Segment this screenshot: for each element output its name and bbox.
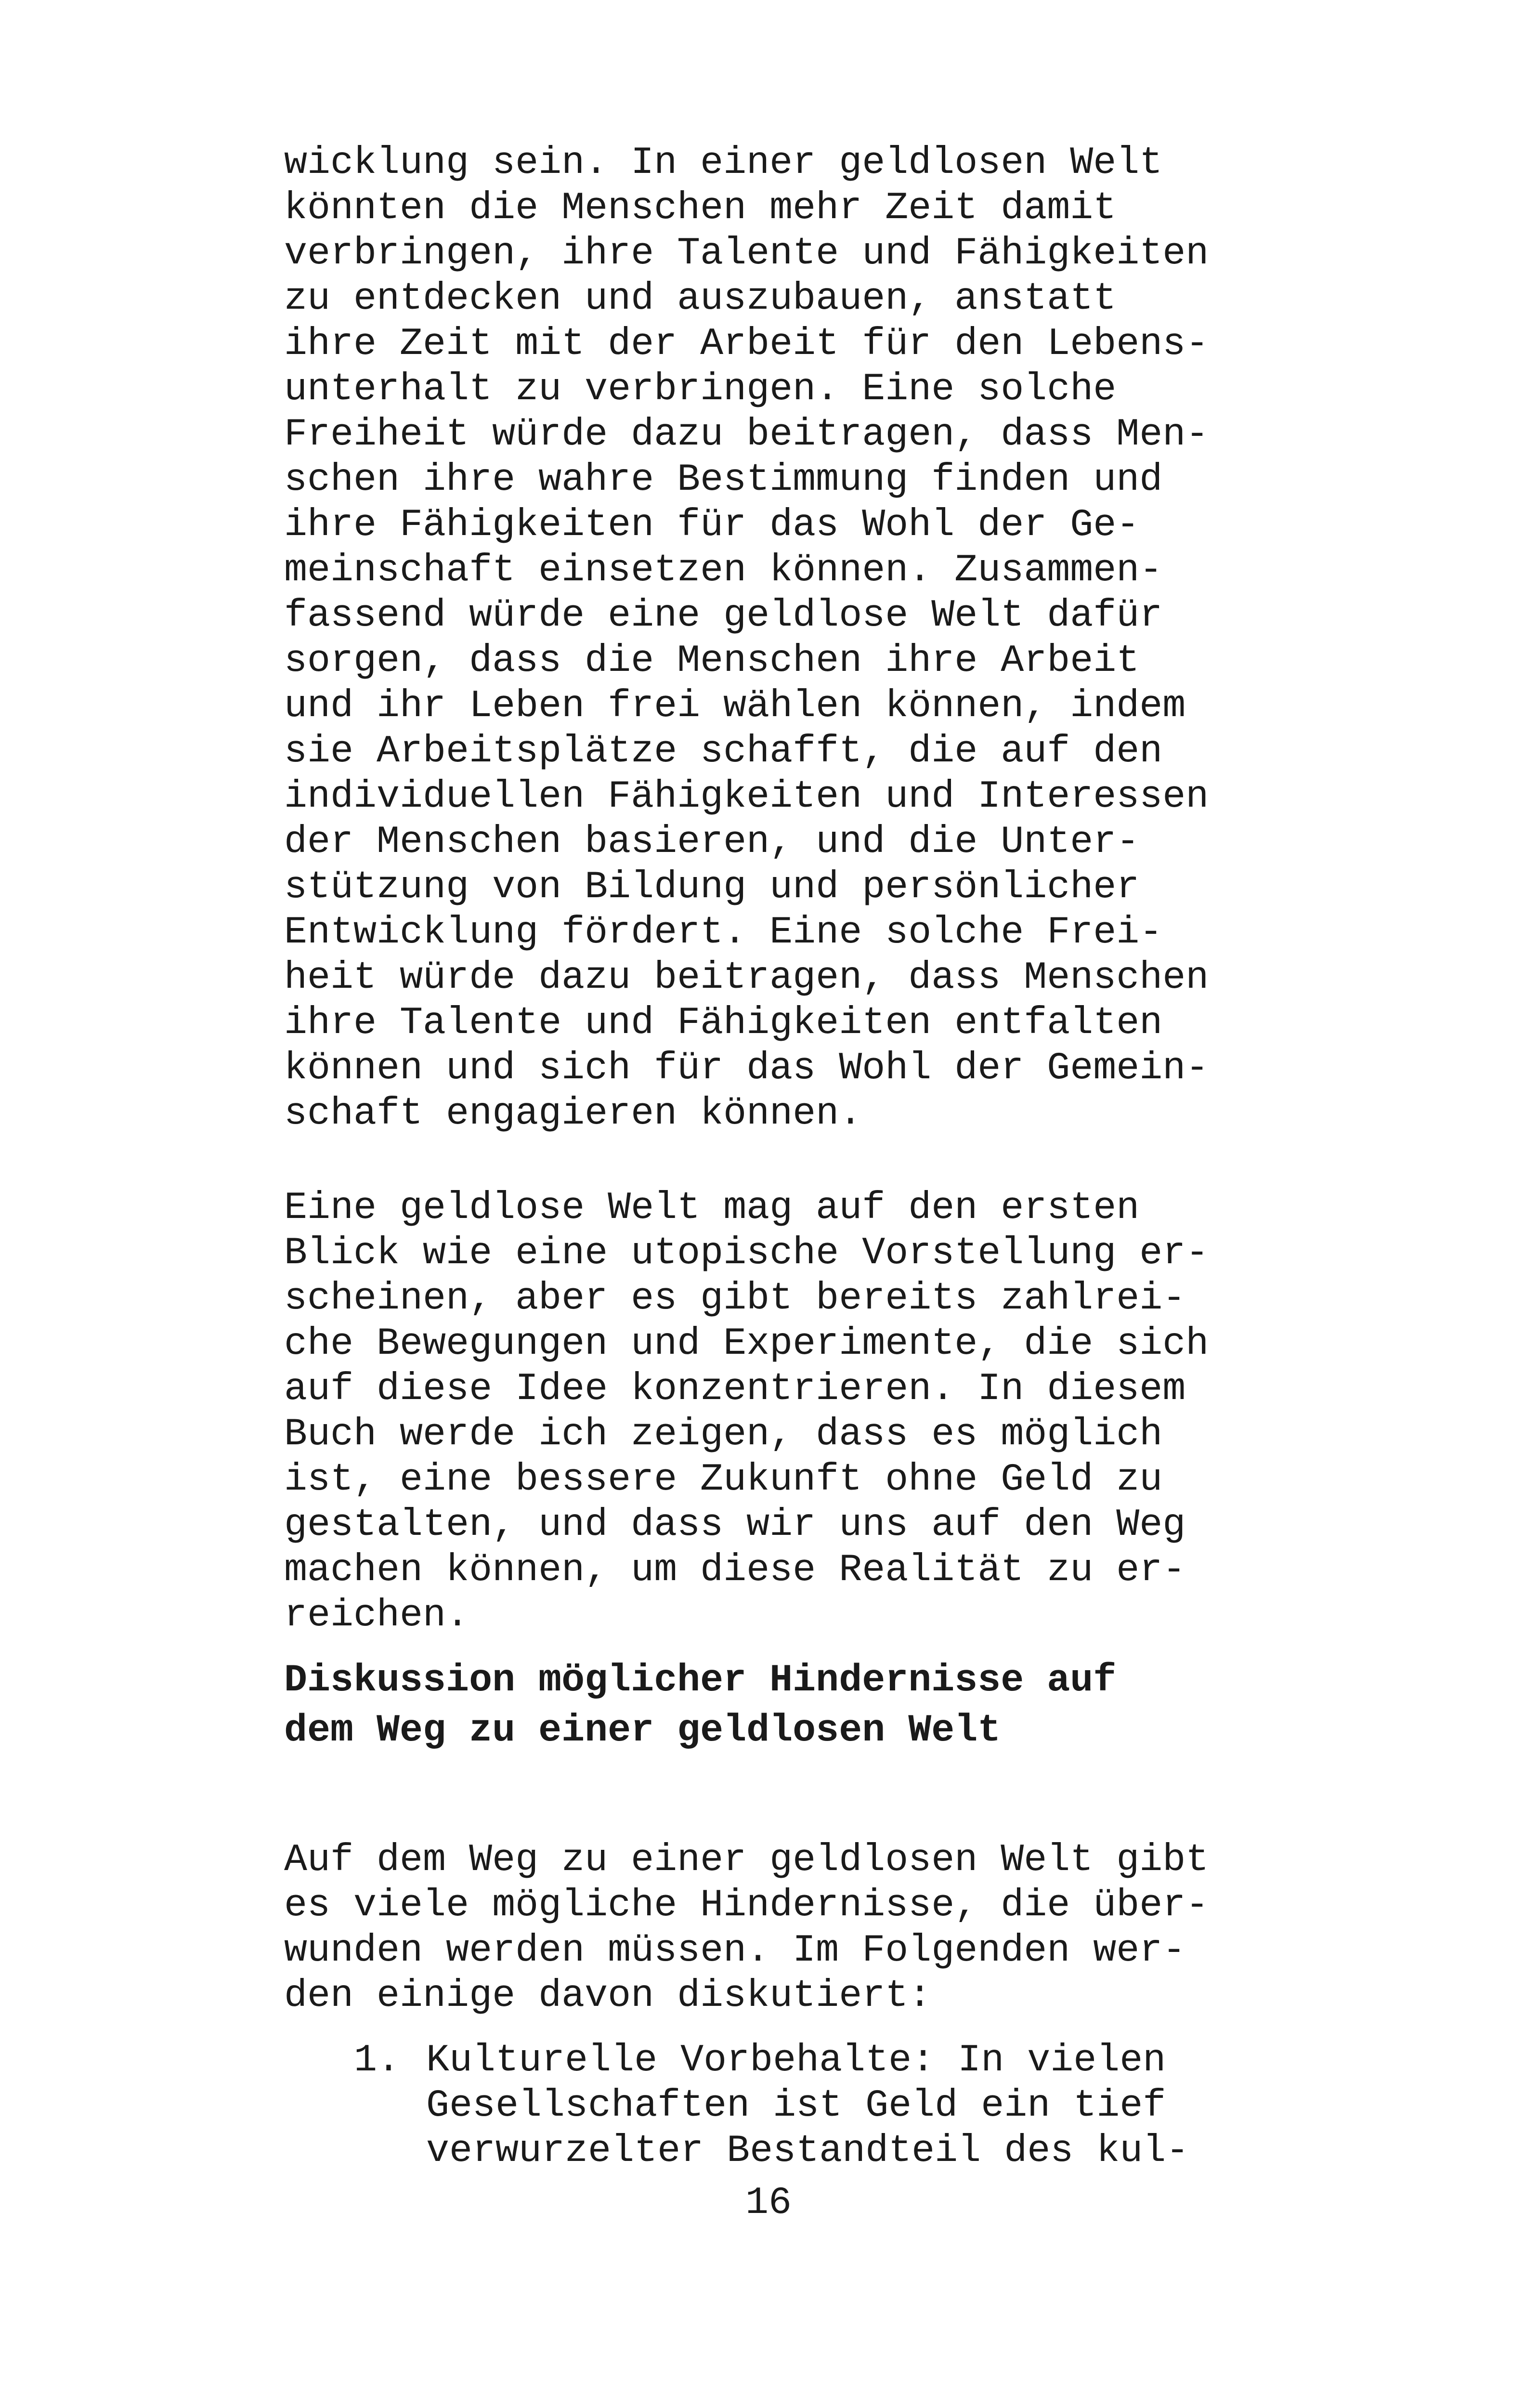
text-line: können und sich für das Wohl der Gemein- — [284, 1047, 1209, 1090]
text-line: individuellen Fähigkeiten und Interessen — [284, 775, 1209, 819]
text-line: sorgen, dass die Menschen ihre Arbeit — [284, 639, 1140, 683]
list-item-body — [426, 2038, 1189, 2174]
text-line: meinschaft einsetzen können. Zusammen- — [284, 549, 1163, 592]
text-line: unterhalt zu verbringen. Eine solche — [284, 367, 1117, 411]
text-line: sie Arbeitsplätze schafft, die auf den — [284, 730, 1163, 773]
text-line: Gesellschaften ist Geld ein tief — [426, 2084, 1166, 2128]
paragraph-1 — [284, 141, 1286, 1137]
section-heading — [284, 1656, 1295, 1756]
text-line: reichen. — [284, 1594, 469, 1637]
text-line: che Bewegungen und Experimente, die sich — [284, 1322, 1209, 1366]
text-line: scheinen, aber es gibt bereits zahlrei- — [284, 1277, 1186, 1321]
text-line: stützung von Bildung und persönlicher — [284, 865, 1140, 909]
text-line: schen ihre wahre Bestimmung finden und — [284, 458, 1163, 502]
text-line: Entwicklung fördert. Eine solche Frei- — [284, 911, 1163, 955]
text-line: ihre Fähigkeiten für das Wohl der Ge- — [284, 503, 1140, 547]
text-line: Eine geldlose Welt mag auf den ersten — [284, 1186, 1140, 1230]
text-line: machen können, um diese Realität zu er- — [284, 1548, 1186, 1592]
text-line: gestalten, und dass wir uns auf den Weg — [284, 1503, 1186, 1547]
paragraph-3 — [284, 1838, 1286, 2019]
text-line: könnten die Menschen mehr Zeit damit — [284, 186, 1117, 230]
list-item-marker: 1. — [354, 2039, 401, 2082]
text-line: auf diese Idee konzentrieren. In diesem — [284, 1367, 1186, 1411]
text-line: heit würde dazu beitragen, dass Menschen — [284, 956, 1209, 1000]
text-line: verbringen, ihre Talente und Fähigkeiten — [284, 232, 1209, 275]
text-line: wicklung sein. In einer geldlosen Welt — [284, 141, 1163, 185]
text-line: verwurzelter Bestandteil des kul- — [426, 2129, 1189, 2173]
text-line: Auf dem Weg zu einer geldlosen Welt gibt — [284, 1838, 1209, 1882]
heading-line: dem Weg zu einer geldlosen Welt — [284, 1709, 1001, 1753]
text-line: der Menschen basieren, und die Unter- — [284, 820, 1140, 864]
text-line: Blick wie eine utopische Vorstellung er- — [284, 1231, 1209, 1275]
text-line: schaft engagieren können. — [284, 1092, 862, 1136]
text-line: und ihr Leben frei wählen können, indem — [284, 684, 1186, 728]
page-number: 16 — [745, 2181, 792, 2225]
text-line: Kulturelle Vorbehalte: In vielen — [426, 2039, 1166, 2082]
text-line: Freiheit würde dazu beitragen, dass Men- — [284, 413, 1209, 457]
text-line: ist, eine bessere Zukunft ohne Geld zu — [284, 1458, 1163, 1502]
heading-line: Diskussion möglicher Hindernisse auf — [284, 1659, 1117, 1702]
text-line: wunden werden müssen. Im Folgenden wer- — [284, 1929, 1186, 1973]
text-line: ihre Zeit mit der Arbeit für den Lebens- — [284, 322, 1209, 366]
text-line: zu entdecken und auszubauen, anstatt — [284, 277, 1117, 321]
text-line: es viele mögliche Hindernisse, die über- — [284, 1884, 1209, 1927]
text-line: ihre Talente und Fähigkeiten entfalten — [284, 1001, 1163, 1045]
text-line: den einige davon diskutiert: — [284, 1974, 932, 2018]
text-line: fassend würde eine geldlose Welt dafür — [284, 594, 1163, 638]
paragraph-2 — [284, 1186, 1286, 1638]
text-line: Buch werde ich zeigen, dass es möglich — [284, 1413, 1163, 1456]
